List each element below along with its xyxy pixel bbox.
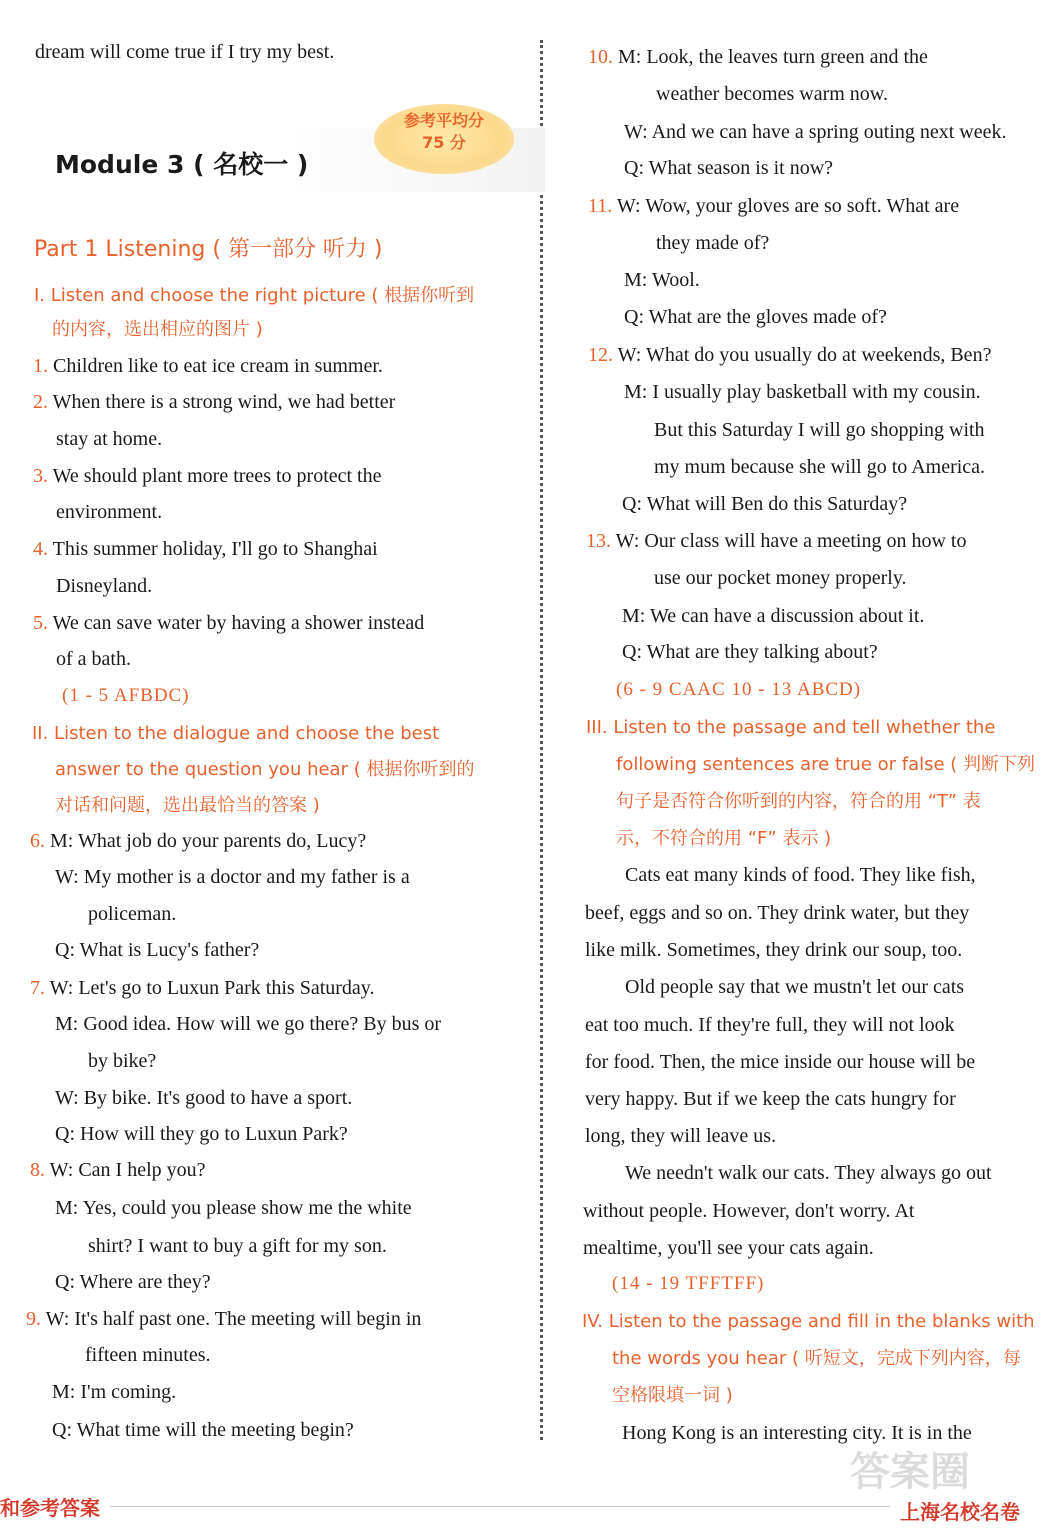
part-title: Part 1 Listening ( 第一部分 听力 ): [34, 237, 383, 262]
passage-line: like milk. Sometimes, they drink our soup, too.: [585, 939, 963, 961]
module-title: Module 3 ( 名校一 ): [55, 150, 309, 179]
question-11-line: M: Wool.: [624, 269, 700, 291]
footer-right-label: 上海名校名卷: [900, 1500, 1020, 1524]
question-5-cont: of a bath.: [56, 648, 131, 670]
section-1-instruction: I. Listen and choose the right picture ( 根据你听到: [34, 285, 475, 306]
passage-line: Cats eat many kinds of food. They like fish,: [625, 864, 976, 886]
question-6: 6. M: What job do your parents do, Lucy?: [30, 830, 367, 852]
question-4-cont: Disneyland.: [56, 575, 153, 597]
question-8: 8. W: Can I help you?: [30, 1159, 206, 1181]
badge-score: 75 分: [422, 133, 466, 152]
question-10-question: Q: What season is it now?: [624, 157, 834, 179]
question-13-line: M: We can have a discussion about it.: [622, 605, 925, 627]
question-7-line: M: Good idea. How will we go there? By bus or: [55, 1013, 442, 1035]
question-11-line: they made of?: [656, 232, 770, 254]
question-11: 11. W: Wow, your gloves are so soft. What are: [588, 195, 960, 217]
passage-line: mealtime, you'll see your cats again.: [583, 1237, 874, 1259]
passage-line: eat too much. If they're full, they will not look: [585, 1014, 955, 1036]
question-11-question: Q: What are the gloves made of?: [624, 306, 887, 328]
question-9-line: fifteen minutes.: [85, 1344, 211, 1366]
intro-line: dream will come true if I try my best.: [35, 41, 335, 63]
question-1: 1. Children like to eat ice cream in summer.: [33, 355, 383, 377]
section-3-instruction-cont3: 示，不符合的用 “F” 表示 ): [616, 828, 832, 849]
question-9-question: Q: What time will the meeting begin?: [52, 1419, 354, 1441]
passage-line: without people. However, don't worry. At: [583, 1200, 915, 1222]
section-1-instruction-cont: 的内容，选出相应的图片 ): [52, 319, 263, 340]
passage-line: for food. Then, the mice inside our house will be: [585, 1051, 976, 1073]
question-2: 2. When there is a strong wind, we had better: [33, 391, 396, 413]
passage-line: We needn't walk our cats. They always go out: [625, 1162, 992, 1184]
answer-key-1: (1 - 5 AFBDC): [62, 685, 190, 706]
question-7: 7. W: Let's go to Luxun Park this Saturday.: [30, 977, 375, 999]
watermark-logo: 答案圈: [850, 1449, 970, 1495]
section-4-instruction-cont2: 空格限填一词 ): [612, 1385, 733, 1406]
question-4: 4. This summer holiday, I'll go to Shanghai: [33, 538, 378, 560]
question-7-question: Q: How will they go to Luxun Park?: [55, 1123, 348, 1145]
column-divider: [540, 40, 543, 1440]
question-12: 12. W: What do you usually do at weekends, Ben?: [588, 344, 992, 366]
passage-line: very happy. But if we keep the cats hungry for: [585, 1088, 956, 1110]
passage-line: beef, eggs and so on. They drink water, but they: [585, 902, 970, 924]
question-7-line: by bike?: [88, 1050, 157, 1072]
answer-key-2: (6 - 9 CAAC 10 - 13 ABCD): [616, 679, 862, 700]
question-8-line: M: Yes, could you please show me the white: [55, 1197, 412, 1219]
question-12-line: But this Saturday I will go shopping with: [654, 419, 985, 441]
question-12-line: my mum because she will go to America.: [654, 456, 986, 478]
average-score-badge: [374, 104, 514, 174]
badge-label: 参考平均分: [403, 111, 484, 130]
question-10: 10. M: Look, the leaves turn green and the: [588, 46, 928, 68]
question-6-line: policeman.: [88, 903, 177, 925]
question-13-question: Q: What are they talking about?: [622, 641, 878, 663]
question-5: 5. We can save water by having a shower instead: [33, 612, 425, 634]
question-6-question: Q: What is Lucy's father?: [55, 939, 260, 961]
question-13: 13. W: Our class will have a meeting on how to: [586, 530, 967, 552]
passage-line: Old people say that we mustn't let our cats: [625, 976, 965, 998]
question-9-line: M: I'm coming.: [52, 1381, 177, 1403]
question-13-line: use our pocket money properly.: [654, 567, 907, 589]
passage-line: long, they will leave us.: [585, 1125, 777, 1147]
question-8-line: shirt? I want to buy a gift for my son.: [88, 1235, 387, 1257]
passage-line: Hong Kong is an interesting city. It is in the: [622, 1422, 972, 1444]
question-2-cont: stay at home.: [56, 428, 163, 450]
section-2-instruction: II. Listen to the dialogue and choose the best: [32, 723, 440, 744]
section-4-instruction: IV. Listen to the passage and fill in the blanks with: [582, 1311, 1035, 1332]
footer-rule: [110, 1506, 890, 1507]
answer-key-3: (14 - 19 TFFTFF): [612, 1273, 765, 1294]
question-8-question: Q: Where are they?: [55, 1271, 211, 1293]
question-6-line: W: My mother is a doctor and my father is a: [55, 866, 410, 888]
section-3-instruction-cont: following sentences are true or false ( 判断下列: [616, 754, 1036, 775]
footer-left-label: 和参考答案: [0, 1496, 100, 1520]
question-12-line: M: I usually play basketball with my cousin.: [624, 381, 981, 403]
question-12-question: Q: What will Ben do this Saturday?: [622, 493, 908, 515]
section-3-instruction: III. Listen to the passage and tell whether the: [586, 717, 996, 738]
section-2-instruction-cont: answer to the question you hear ( 根据你听到的: [55, 759, 475, 780]
question-3-cont: environment.: [56, 501, 163, 523]
section-3-instruction-cont2: 句子是否符合你听到的内容，符合的用 “T” 表: [616, 791, 981, 812]
question-10-line: W: And we can have a spring outing next week.: [624, 121, 1007, 143]
section-2-instruction-cont2: 对话和问题，选出最恰当的答案 ): [55, 795, 320, 816]
question-9: 9. W: It's half past one. The meeting will begin in: [26, 1308, 422, 1330]
question-3: 3. We should plant more trees to protect the: [33, 465, 382, 487]
question-7-line: W: By bike. It's good to have a sport.: [55, 1087, 353, 1109]
section-4-instruction-cont: the words you hear ( 听短文，完成下列内容，每: [612, 1348, 1021, 1369]
question-10-line: weather becomes warm now.: [656, 83, 888, 105]
